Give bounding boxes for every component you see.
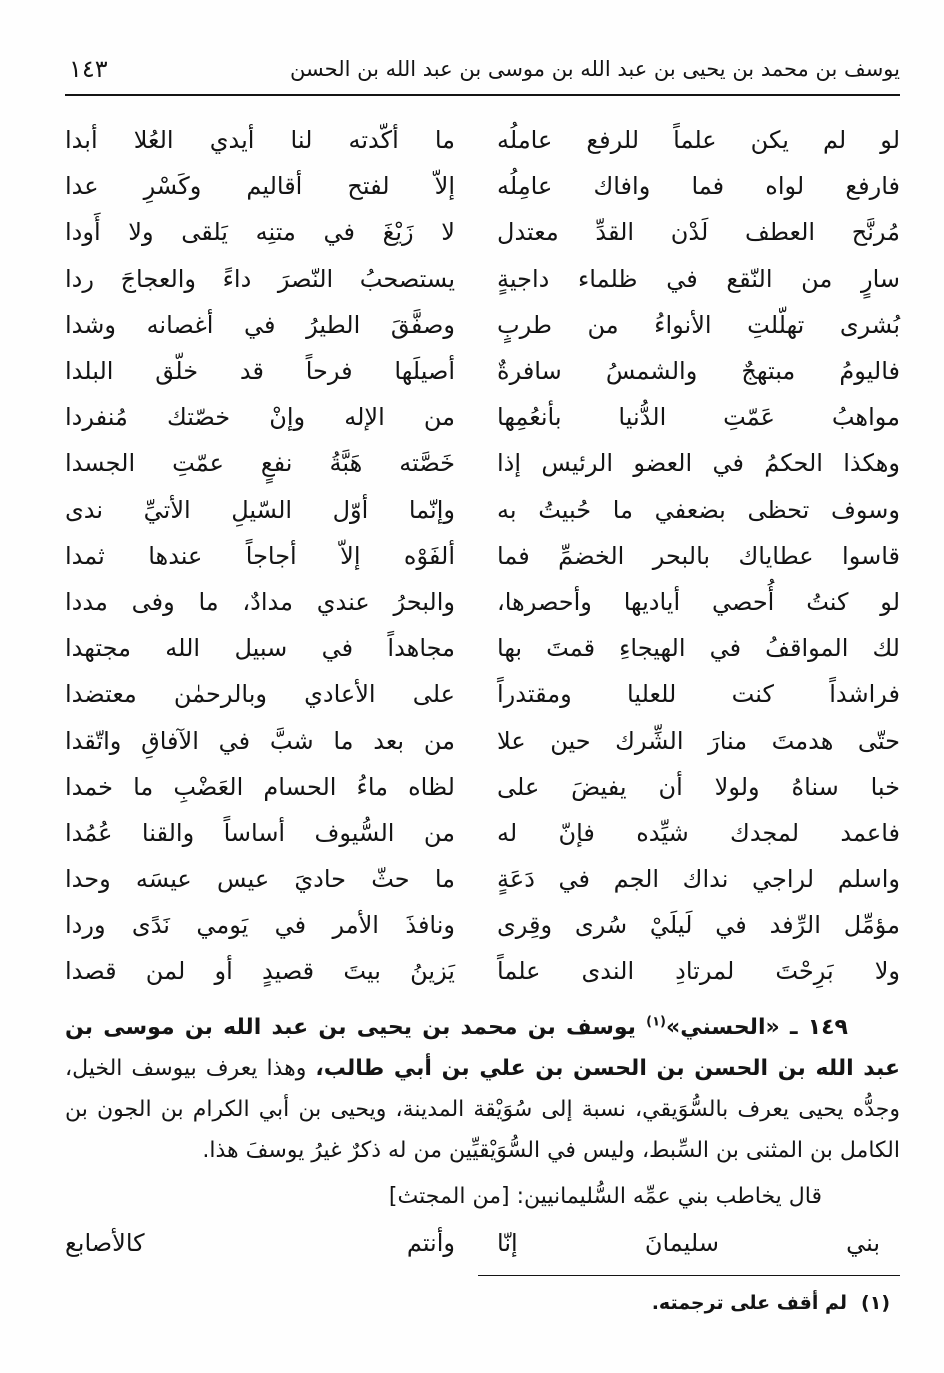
verse-second-hemistich: على الأعادي وبالرحمٰن معتضدا (65, 680, 455, 709)
verse-first-hemistich: بُشرى تهلّلتِ الأنواءُ من طربٍ (497, 310, 900, 339)
verse-second-hemistich: من بعد ما شبَّ في الآفاقِ واتّقدا (65, 726, 455, 755)
verse-second-hemistich: وإنّما أوّل السّيلِ الأتيِّ ندى (65, 495, 455, 524)
verse-second-hemistich: ما حثّ حاديَ عيس عيسَه وحدا (65, 865, 455, 894)
verse-second-hemistich: خَصَّته هَبَّةُ نفعٍ عمّتِ الجسدا (65, 449, 455, 478)
verse-first-hemistich: مؤمِّل الرِّفد في لَيلَيْ سُرى وقِرى (497, 911, 900, 940)
verse-row (65, 348, 900, 394)
footnote-marker: (١) (861, 1292, 890, 1315)
verse-first-hemistich: مواهبُ عَمّتِ الدُّنيا بأنعُمِها (497, 403, 900, 432)
verse-first-hemistich: قاسوا عطاياك بالبحر الخضمِّ فما (497, 541, 900, 570)
entry-body: وهذا يعرف بيوسف الخيل، وجدُّه يحيى يعرف بالسُّوَيقي، نسبة إلى سُوَيْقة المدينة، ويحيى بن أبي الكرام بن الجون بن الكامل بن المثنى بن السِّبط، وليس في السُّوَيْقيِّين من له ذكرٌ غيرُ يوسفَ هذا. (65, 1055, 900, 1163)
verse-second-hemistich: يستصحبُ النّصرَ داءً والعجاجَ ردا (65, 264, 455, 293)
verse-first-hemistich: لو لم يكن علماً للرفع عاملُه (497, 126, 900, 155)
verse-second-hemistich: من الإله وإنْ خصّتك مُنفردا (65, 403, 455, 432)
verse-row (65, 256, 900, 302)
verse-row (65, 440, 900, 486)
footnote-rule (478, 1275, 900, 1277)
verse-second-hemistich: ما أكّدته لنا أيدي العُلا أبدا (65, 126, 455, 155)
running-head-title: يوسف بن محمد بن يحيى بن عبد الله بن موسى بن عبد الله بن الحسن (289, 57, 900, 81)
verse-row (65, 671, 900, 717)
page-content (65, 117, 900, 1318)
verse-first-hemistich: لك المواقفُ في الهيجاءِ قمتَ بها (497, 634, 900, 663)
verse-second-hemistich: أصيلَها فرحاً قد خلّق البلدا (65, 357, 455, 386)
poem (65, 117, 900, 995)
verse-first-hemistich: ولا بَرِحْتَ لمرتادِ الندى علماً (497, 957, 900, 986)
entry-number: ١٤٩ ـ (789, 1014, 848, 1040)
entry-name: يوسف بن محمد بن يحيى بن عبد الله بن موسى بن عبد الله بن الحسن بن الحسن بن علي بن أبي طالب، (65, 1014, 900, 1081)
verse-first-hemistich: بني سليمانَ إنّا (497, 1228, 880, 1257)
footnote (65, 1288, 900, 1318)
verse-first-hemistich: سارٍ من النّقع في ظلماء داجيةٍ (497, 264, 900, 293)
poem-intro (65, 1175, 900, 1219)
verse-row (65, 1219, 900, 1267)
verse-first-hemistich: حتّى هدمتَ منارَ الشِّرك حين علا (497, 726, 900, 755)
footnote-text: لم أقف على ترجمته. (651, 1292, 848, 1315)
verse-first-hemistich: وهكذا الحكمُ في العضو الرئيس إذا (497, 449, 900, 478)
verse-second-hemistich: يَزينُ بيتَ قصيدٍ أو لمن قصدا (65, 957, 455, 986)
verse-row (65, 394, 900, 440)
verse-row (65, 533, 900, 579)
verse-first-hemistich: لو كنتُ أُحصي أياديها وأحصرها، (497, 587, 900, 616)
verse-second-hemistich: لظاه ماءُ الحسام العَضْبِ ما خمدا (65, 772, 455, 801)
verse-row (65, 902, 900, 948)
entry-title: «الحسني» (665, 1014, 780, 1040)
entry-paragraph (65, 1007, 900, 1171)
verse-row (65, 302, 900, 348)
running-header (65, 50, 900, 88)
verse-second-hemistich: ونافذَ الأمر في يَومي نَدًى وردا (65, 911, 455, 940)
verse-second-hemistich: من السُّيوف أساساً والقنا عُمُدا (65, 818, 455, 847)
header-rule (65, 94, 900, 96)
verse-row (65, 163, 900, 209)
page-number: ١٤٣ (69, 55, 108, 83)
verse-first-hemistich: مُرنَّح العطف لَدْن القدِّ معتدل (497, 218, 900, 247)
verse-first-hemistich: وسوف تحظى بضعفي ما حُبيتُ به (497, 495, 900, 524)
verse-row (65, 717, 900, 763)
verse-row (65, 117, 900, 163)
verse-first-hemistich: فارفع لواه فما وافاك عامِلُه (497, 172, 900, 201)
verse-row (65, 810, 900, 856)
verse-first-hemistich: فاليومُ مبتهجٌ والشمسُ سافرةٌ (497, 357, 900, 386)
verse-row (65, 625, 900, 671)
verse-second-hemistich: وأنتم كالأصابع (65, 1228, 455, 1257)
verse-row (65, 487, 900, 533)
verse-second-hemistich: لا زَيْغَ في متنِه يَلقى ولا أَودا (65, 218, 455, 247)
verse-row (65, 579, 900, 625)
verse-row (65, 948, 900, 994)
verse-second-hemistich: مجاهداً في سبيل الله مجتهدا (65, 634, 455, 663)
verse-row (65, 764, 900, 810)
meter-label: [من المجتث] (388, 1183, 510, 1209)
verse-second-hemistich: إلاّ لفتح أقاليم وكَسْرِ عدا (65, 172, 455, 201)
verse-first-hemistich: خبا سناهُ ولولا أن يفيضَ على (497, 772, 900, 801)
verse-second-hemistich: وصفَّقَ الطيرُ في أغصانه وشدا (65, 310, 455, 339)
intro-text: قال يخاطب بني عمِّه السُّليمانيين: (516, 1183, 822, 1209)
verse-second-hemistich: ألفَوْه إلاّ أجاجاً عندها ثمدا (65, 541, 455, 570)
footnote-reference: (١) (646, 1014, 666, 1030)
verse-second-hemistich: والبحرُ عندي مدادٌ، ما وفى مددا (65, 587, 455, 616)
verse-first-hemistich: فاعمد لمجدك شيِّده فإنّ له (497, 818, 900, 847)
verse-first-hemistich: واسلم لراجي نداك الجم في دَعَةٍ (497, 865, 900, 894)
verse-first-hemistich: فراشداً كنت للعليا ومقتدراً (497, 680, 900, 709)
verse-row (65, 856, 900, 902)
verse-row (65, 209, 900, 255)
